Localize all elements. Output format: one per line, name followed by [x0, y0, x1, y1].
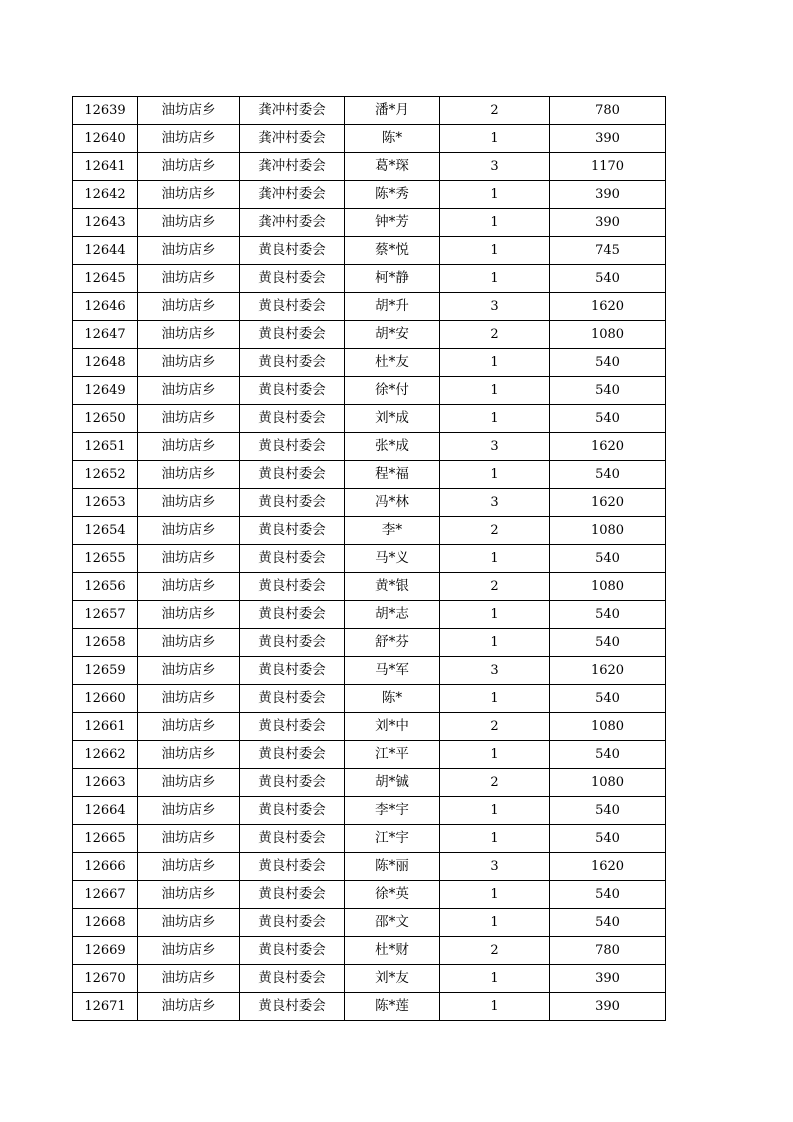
township-cell: 油坊店乡 — [138, 181, 240, 209]
township-cell: 油坊店乡 — [138, 237, 240, 265]
table-row — [73, 657, 666, 685]
name-cell: 舒*芬 — [345, 629, 440, 657]
name-cell: 潘*月 — [345, 97, 440, 125]
name-cell: 陈* — [345, 685, 440, 713]
township-cell: 油坊店乡 — [138, 489, 240, 517]
household-count-cell: 1 — [440, 181, 550, 209]
household-count-cell: 1 — [440, 629, 550, 657]
township-cell: 油坊店乡 — [138, 853, 240, 881]
table-row — [73, 713, 666, 741]
village-committee-cell: 黄良村委会 — [240, 741, 345, 769]
serial-number-cell: 12667 — [73, 881, 138, 909]
household-count-cell: 1 — [440, 965, 550, 993]
amount-cell: 1080 — [550, 573, 666, 601]
amount-cell: 390 — [550, 125, 666, 153]
table-row — [73, 741, 666, 769]
township-cell: 油坊店乡 — [138, 825, 240, 853]
township-cell: 油坊店乡 — [138, 629, 240, 657]
name-cell: 黄*银 — [345, 573, 440, 601]
serial-number-cell: 12657 — [73, 601, 138, 629]
table-row — [73, 573, 666, 601]
township-cell: 油坊店乡 — [138, 937, 240, 965]
amount-cell: 1620 — [550, 293, 666, 321]
table-row — [73, 97, 666, 125]
village-committee-cell: 黄良村委会 — [240, 489, 345, 517]
name-cell: 胡*铖 — [345, 769, 440, 797]
name-cell: 邵*文 — [345, 909, 440, 937]
household-count-cell: 3 — [440, 293, 550, 321]
amount-cell: 1620 — [550, 853, 666, 881]
township-cell: 油坊店乡 — [138, 97, 240, 125]
name-cell: 冯*林 — [345, 489, 440, 517]
household-count-cell: 2 — [440, 937, 550, 965]
village-committee-cell: 黄良村委会 — [240, 685, 345, 713]
household-count-cell: 2 — [440, 713, 550, 741]
table-row — [73, 293, 666, 321]
serial-number-cell: 12656 — [73, 573, 138, 601]
township-cell: 油坊店乡 — [138, 433, 240, 461]
name-cell: 胡*安 — [345, 321, 440, 349]
name-cell: 陈*秀 — [345, 181, 440, 209]
serial-number-cell: 12655 — [73, 545, 138, 573]
serial-number-cell: 12658 — [73, 629, 138, 657]
serial-number-cell: 12642 — [73, 181, 138, 209]
serial-number-cell: 12652 — [73, 461, 138, 489]
amount-cell: 540 — [550, 545, 666, 573]
household-count-cell: 2 — [440, 321, 550, 349]
name-cell: 徐*付 — [345, 377, 440, 405]
name-cell: 刘*中 — [345, 713, 440, 741]
household-count-cell: 1 — [440, 685, 550, 713]
village-committee-cell: 黄良村委会 — [240, 853, 345, 881]
township-cell: 油坊店乡 — [138, 265, 240, 293]
serial-number-cell: 12639 — [73, 97, 138, 125]
name-cell: 葛*琛 — [345, 153, 440, 181]
serial-number-cell: 12645 — [73, 265, 138, 293]
village-committee-cell: 龚冲村委会 — [240, 125, 345, 153]
table-row — [73, 489, 666, 517]
household-count-cell: 2 — [440, 97, 550, 125]
serial-number-cell: 12659 — [73, 657, 138, 685]
amount-cell: 780 — [550, 937, 666, 965]
household-count-cell: 2 — [440, 573, 550, 601]
amount-cell: 390 — [550, 993, 666, 1021]
name-cell: 柯*静 — [345, 265, 440, 293]
township-cell: 油坊店乡 — [138, 741, 240, 769]
name-cell: 杜*财 — [345, 937, 440, 965]
amount-cell: 540 — [550, 405, 666, 433]
township-cell: 油坊店乡 — [138, 461, 240, 489]
village-committee-cell: 黄良村委会 — [240, 713, 345, 741]
amount-cell: 540 — [550, 377, 666, 405]
name-cell: 江*平 — [345, 741, 440, 769]
household-count-cell: 1 — [440, 741, 550, 769]
township-cell: 油坊店乡 — [138, 993, 240, 1021]
name-cell: 李*宇 — [345, 797, 440, 825]
name-cell: 陈*丽 — [345, 853, 440, 881]
table-row — [73, 517, 666, 545]
serial-number-cell: 12644 — [73, 237, 138, 265]
serial-number-cell: 12641 — [73, 153, 138, 181]
serial-number-cell: 12651 — [73, 433, 138, 461]
table-row — [73, 853, 666, 881]
serial-number-cell: 12660 — [73, 685, 138, 713]
household-count-cell: 3 — [440, 853, 550, 881]
serial-number-cell: 12648 — [73, 349, 138, 377]
table-row — [73, 965, 666, 993]
village-committee-cell: 龚冲村委会 — [240, 153, 345, 181]
household-count-cell: 1 — [440, 125, 550, 153]
household-count-cell: 1 — [440, 265, 550, 293]
township-cell: 油坊店乡 — [138, 405, 240, 433]
table-row — [73, 209, 666, 237]
township-cell: 油坊店乡 — [138, 377, 240, 405]
township-cell: 油坊店乡 — [138, 321, 240, 349]
table-row — [73, 461, 666, 489]
township-cell: 油坊店乡 — [138, 545, 240, 573]
township-cell: 油坊店乡 — [138, 685, 240, 713]
table-row — [73, 797, 666, 825]
table-row — [73, 321, 666, 349]
table-row — [73, 629, 666, 657]
township-cell: 油坊店乡 — [138, 657, 240, 685]
serial-number-cell: 12662 — [73, 741, 138, 769]
name-cell: 马*义 — [345, 545, 440, 573]
household-count-cell: 1 — [440, 349, 550, 377]
village-committee-cell: 黄良村委会 — [240, 573, 345, 601]
table-row — [73, 545, 666, 573]
table-row — [73, 601, 666, 629]
table-row — [73, 153, 666, 181]
amount-cell: 540 — [550, 881, 666, 909]
serial-number-cell: 12646 — [73, 293, 138, 321]
amount-cell: 540 — [550, 825, 666, 853]
amount-cell: 540 — [550, 601, 666, 629]
household-count-cell: 1 — [440, 545, 550, 573]
township-cell: 油坊店乡 — [138, 909, 240, 937]
village-committee-cell: 龚冲村委会 — [240, 97, 345, 125]
village-committee-cell: 黄良村委会 — [240, 545, 345, 573]
township-cell: 油坊店乡 — [138, 797, 240, 825]
village-committee-cell: 龚冲村委会 — [240, 181, 345, 209]
serial-number-cell: 12640 — [73, 125, 138, 153]
township-cell: 油坊店乡 — [138, 293, 240, 321]
table-row — [73, 685, 666, 713]
table-row — [73, 377, 666, 405]
household-count-cell: 1 — [440, 209, 550, 237]
serial-number-cell: 12643 — [73, 209, 138, 237]
village-committee-cell: 黄良村委会 — [240, 405, 345, 433]
name-cell: 陈* — [345, 125, 440, 153]
table-row — [73, 769, 666, 797]
table-row — [73, 909, 666, 937]
amount-cell: 1620 — [550, 433, 666, 461]
village-committee-cell: 黄良村委会 — [240, 909, 345, 937]
name-cell: 刘*友 — [345, 965, 440, 993]
table-row — [73, 265, 666, 293]
name-cell: 徐*英 — [345, 881, 440, 909]
township-cell: 油坊店乡 — [138, 573, 240, 601]
name-cell: 胡*志 — [345, 601, 440, 629]
name-cell: 张*成 — [345, 433, 440, 461]
village-committee-cell: 黄良村委会 — [240, 349, 345, 377]
household-count-cell: 3 — [440, 153, 550, 181]
village-committee-cell: 黄良村委会 — [240, 461, 345, 489]
village-committee-cell: 黄良村委会 — [240, 601, 345, 629]
roster-table-body — [73, 97, 666, 1021]
village-committee-cell: 黄良村委会 — [240, 377, 345, 405]
household-count-cell: 1 — [440, 601, 550, 629]
township-cell: 油坊店乡 — [138, 713, 240, 741]
table-row — [73, 237, 666, 265]
village-committee-cell: 黄良村委会 — [240, 321, 345, 349]
township-cell: 油坊店乡 — [138, 601, 240, 629]
township-cell: 油坊店乡 — [138, 349, 240, 377]
table-row — [73, 433, 666, 461]
household-count-cell: 1 — [440, 237, 550, 265]
household-count-cell: 1 — [440, 377, 550, 405]
amount-cell: 540 — [550, 629, 666, 657]
village-committee-cell: 黄良村委会 — [240, 769, 345, 797]
household-count-cell: 1 — [440, 909, 550, 937]
serial-number-cell: 12647 — [73, 321, 138, 349]
household-count-cell: 1 — [440, 405, 550, 433]
household-count-cell: 3 — [440, 433, 550, 461]
household-count-cell: 1 — [440, 825, 550, 853]
serial-number-cell: 12670 — [73, 965, 138, 993]
serial-number-cell: 12664 — [73, 797, 138, 825]
amount-cell: 540 — [550, 461, 666, 489]
amount-cell: 540 — [550, 797, 666, 825]
table-row — [73, 993, 666, 1021]
household-count-cell: 3 — [440, 657, 550, 685]
amount-cell: 745 — [550, 237, 666, 265]
village-committee-cell: 黄良村委会 — [240, 825, 345, 853]
amount-cell: 540 — [550, 741, 666, 769]
amount-cell: 1620 — [550, 489, 666, 517]
household-count-cell: 1 — [440, 881, 550, 909]
village-committee-cell: 黄良村委会 — [240, 237, 345, 265]
table-row — [73, 881, 666, 909]
village-committee-cell: 黄良村委会 — [240, 965, 345, 993]
amount-cell: 1080 — [550, 321, 666, 349]
amount-cell: 540 — [550, 909, 666, 937]
village-committee-cell: 黄良村委会 — [240, 657, 345, 685]
village-committee-cell: 黄良村委会 — [240, 937, 345, 965]
amount-cell: 540 — [550, 349, 666, 377]
serial-number-cell: 12654 — [73, 517, 138, 545]
serial-number-cell: 12649 — [73, 377, 138, 405]
name-cell: 蔡*悦 — [345, 237, 440, 265]
name-cell: 杜*友 — [345, 349, 440, 377]
village-committee-cell: 黄良村委会 — [240, 517, 345, 545]
table-row — [73, 825, 666, 853]
table-row — [73, 125, 666, 153]
table-row — [73, 349, 666, 377]
serial-number-cell: 12668 — [73, 909, 138, 937]
village-committee-cell: 黄良村委会 — [240, 993, 345, 1021]
township-cell: 油坊店乡 — [138, 125, 240, 153]
amount-cell: 390 — [550, 181, 666, 209]
amount-cell: 1080 — [550, 713, 666, 741]
amount-cell: 390 — [550, 209, 666, 237]
name-cell: 陈*莲 — [345, 993, 440, 1021]
township-cell: 油坊店乡 — [138, 517, 240, 545]
township-cell: 油坊店乡 — [138, 881, 240, 909]
serial-number-cell: 12671 — [73, 993, 138, 1021]
township-cell: 油坊店乡 — [138, 209, 240, 237]
household-count-cell: 1 — [440, 797, 550, 825]
village-committee-cell: 黄良村委会 — [240, 265, 345, 293]
name-cell: 李* — [345, 517, 440, 545]
name-cell: 钟*芳 — [345, 209, 440, 237]
village-committee-cell: 黄良村委会 — [240, 797, 345, 825]
village-committee-cell: 黄良村委会 — [240, 433, 345, 461]
amount-cell: 1080 — [550, 769, 666, 797]
household-count-cell: 1 — [440, 461, 550, 489]
amount-cell: 540 — [550, 685, 666, 713]
serial-number-cell: 12666 — [73, 853, 138, 881]
name-cell: 刘*成 — [345, 405, 440, 433]
table-row — [73, 181, 666, 209]
roster-table — [72, 96, 666, 1021]
name-cell: 马*军 — [345, 657, 440, 685]
table-row — [73, 937, 666, 965]
amount-cell: 1170 — [550, 153, 666, 181]
village-committee-cell: 黄良村委会 — [240, 293, 345, 321]
village-committee-cell: 黄良村委会 — [240, 629, 345, 657]
village-committee-cell: 龚冲村委会 — [240, 209, 345, 237]
serial-number-cell: 12669 — [73, 937, 138, 965]
amount-cell: 780 — [550, 97, 666, 125]
household-count-cell: 2 — [440, 769, 550, 797]
amount-cell: 1620 — [550, 657, 666, 685]
serial-number-cell: 12665 — [73, 825, 138, 853]
amount-cell: 540 — [550, 265, 666, 293]
name-cell: 程*福 — [345, 461, 440, 489]
household-count-cell: 3 — [440, 489, 550, 517]
household-count-cell: 2 — [440, 517, 550, 545]
name-cell: 江*宇 — [345, 825, 440, 853]
serial-number-cell: 12661 — [73, 713, 138, 741]
serial-number-cell: 12663 — [73, 769, 138, 797]
village-committee-cell: 黄良村委会 — [240, 881, 345, 909]
name-cell: 胡*升 — [345, 293, 440, 321]
township-cell: 油坊店乡 — [138, 769, 240, 797]
household-count-cell: 1 — [440, 993, 550, 1021]
amount-cell: 390 — [550, 965, 666, 993]
amount-cell: 1080 — [550, 517, 666, 545]
township-cell: 油坊店乡 — [138, 965, 240, 993]
township-cell: 油坊店乡 — [138, 153, 240, 181]
serial-number-cell: 12650 — [73, 405, 138, 433]
serial-number-cell: 12653 — [73, 489, 138, 517]
table-row — [73, 405, 666, 433]
